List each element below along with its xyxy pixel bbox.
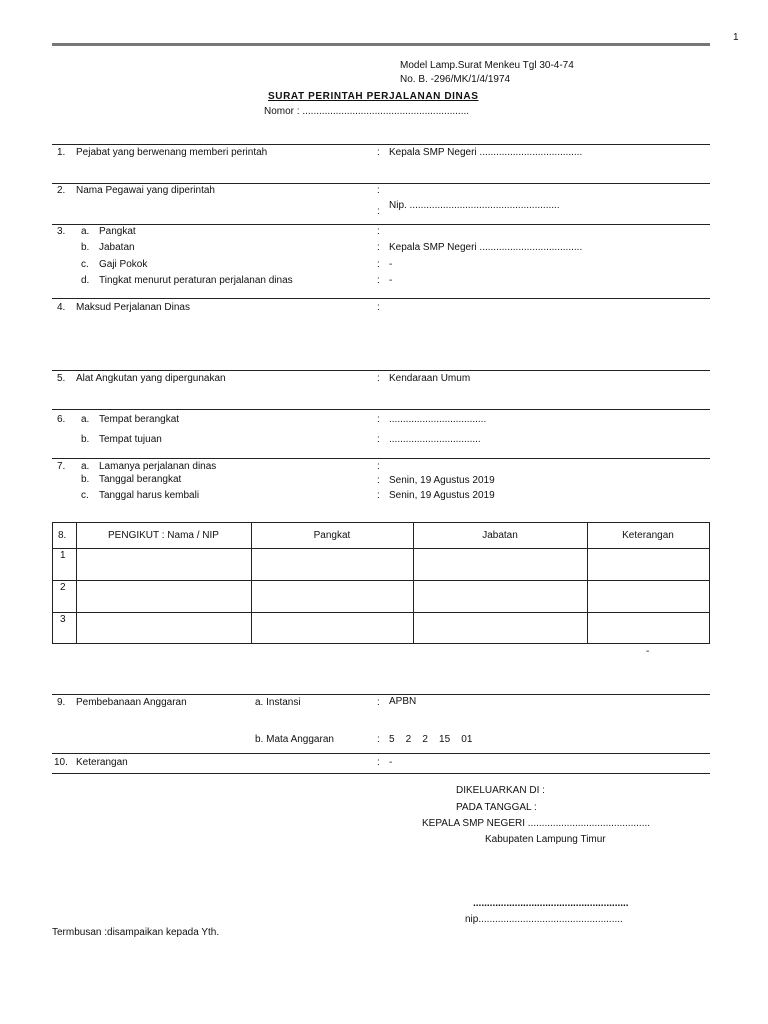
s6b-label: Tempat tujuan	[99, 434, 162, 445]
col-header-pangkat: Pangkat	[313, 530, 351, 541]
rule-s5	[52, 370, 710, 371]
s3a-letter: a.	[81, 226, 90, 237]
table-row-number: 2	[60, 582, 66, 593]
s6b-value: .................................	[389, 434, 481, 445]
rule-s4	[52, 298, 710, 299]
s3a-label: Pangkat	[99, 226, 136, 237]
s3d-colon: :	[377, 275, 380, 286]
model-reference: Model Lamp.Surat Menkeu Tgl 30-4-74	[400, 60, 574, 71]
s6b-colon: :	[377, 434, 380, 445]
kabupaten: Kabupaten Lampung Timur	[485, 834, 606, 845]
s4-label: Maksud Perjalanan Dinas	[76, 302, 190, 313]
col-header-pengikut: PENGIKUT : Nama / NIP	[108, 530, 219, 541]
rule-s1	[52, 144, 710, 145]
s10-value: -	[389, 757, 393, 768]
signature-nip: nip....................................................	[465, 914, 623, 925]
s1-value: Kepala SMP Negeri .....................................	[389, 147, 583, 158]
s5-value: Kendaraan Umum	[389, 373, 471, 384]
s6a-label: Tempat berangkat	[99, 414, 180, 425]
s1-colon: :	[377, 147, 380, 158]
s1-label: Pejabat yang berwenang memberi perintah	[76, 147, 268, 158]
s9-label: Pembebanaan Anggaran	[76, 697, 187, 708]
s3b-colon: :	[377, 242, 380, 253]
dikeluarkan-di: DIKELUARKAN DI :	[456, 785, 545, 796]
s3d-value: -	[389, 275, 393, 286]
tembusan: Termbusan :disampaikan kepada Yth.	[52, 927, 220, 938]
document-title: SURAT PERINTAH PERJALANAN DINAS	[268, 91, 479, 102]
s3c-value: -	[389, 259, 393, 270]
s9b-colon: :	[377, 734, 380, 745]
s7c-value: Senin, 19 Agustus 2019	[389, 490, 495, 501]
s7b-colon: :	[377, 475, 380, 486]
rule-s7	[52, 458, 710, 459]
s7a-colon: :	[377, 461, 380, 472]
s9b-value: 5 2 2 15 01	[389, 734, 473, 745]
s4-number: 4.	[57, 302, 66, 313]
s8-number: 8.	[58, 530, 67, 541]
rule-s2	[52, 183, 710, 184]
signature-name-line: ........................................................	[473, 898, 629, 909]
s2-colon: :	[377, 185, 380, 196]
s3c-label: Gaji Pokok	[99, 259, 148, 270]
s2-number: 2.	[57, 185, 66, 196]
s6-number: 6.	[57, 414, 66, 425]
s9a-colon: :	[377, 697, 380, 708]
s10-colon: :	[377, 757, 380, 768]
pada-tanggal: PADA TANGGAL :	[456, 802, 537, 813]
s7c-colon: :	[377, 490, 380, 501]
col-header-keterangan: Keterangan	[622, 530, 674, 541]
s7b-letter: b.	[81, 474, 90, 485]
rule-s3	[52, 224, 710, 225]
ref-number: No. B. -296/MK/1/4/1974	[400, 74, 511, 85]
rule-s9	[52, 694, 710, 695]
s3d-label: Tingkat menurut peraturan perjalanan dinas	[99, 275, 293, 286]
s9a-label: a. Instansi	[255, 697, 301, 708]
s3b-value: Kepala SMP Negeri .....................................	[389, 242, 583, 253]
s6b-letter: b.	[81, 434, 90, 445]
table-row-number: 1	[60, 550, 66, 561]
s7c-label: Tanggal harus kembali	[99, 490, 200, 501]
s3b-letter: b.	[81, 242, 90, 253]
s7-number: 7.	[57, 461, 66, 472]
s7b-value: Senin, 19 Agustus 2019	[389, 475, 495, 486]
s3b-label: Jabatan	[99, 242, 135, 253]
s2-nip-colon: :	[377, 206, 380, 217]
s6a-value: ...................................	[389, 414, 487, 425]
s3c-letter: c.	[81, 259, 89, 270]
s10-number: 10.	[54, 757, 68, 768]
s5-number: 5.	[57, 373, 66, 384]
s9b-label: b. Mata Anggaran	[255, 734, 334, 745]
s3d-letter: d.	[81, 275, 90, 286]
rule-s10	[52, 753, 710, 754]
rule-s10-bottom	[52, 773, 710, 774]
s6a-letter: a.	[81, 414, 90, 425]
rule-s6	[52, 409, 710, 410]
s2-nip: Nip. ......................................................	[389, 200, 560, 211]
s9-number: 9.	[57, 697, 66, 708]
s3-number: 3.	[57, 226, 66, 237]
s7b-label: Tanggal berangkat	[99, 474, 182, 485]
s4-colon: :	[377, 302, 380, 313]
kepala-smp: KEPALA SMP NEGERI ............................................	[422, 818, 651, 829]
s6a-colon: :	[377, 414, 380, 425]
top-rule	[52, 43, 710, 46]
pengikut-table	[52, 522, 710, 644]
col-header-jabatan: Jabatan	[482, 530, 518, 541]
s1-number: 1.	[57, 147, 66, 158]
s7a-letter: a.	[81, 461, 90, 472]
nomor-line: Nomor : ............................................................	[264, 106, 470, 117]
s2-label: Nama Pegawai yang diperintah	[76, 185, 215, 196]
page-number: 1	[733, 32, 739, 43]
s5-colon: :	[377, 373, 380, 384]
s8-note: -	[646, 646, 650, 657]
s7a-label: Lamanya perjalanan dinas	[99, 461, 217, 472]
s3a-colon: :	[377, 226, 380, 237]
s10-label: Keterangan	[76, 757, 128, 768]
table-row-number: 3	[60, 614, 66, 625]
s5-label: Alat Angkutan yang dipergunakan	[76, 373, 226, 384]
s9a-value: APBN	[389, 696, 417, 707]
s7c-letter: c.	[81, 490, 89, 501]
s3c-colon: :	[377, 259, 380, 270]
